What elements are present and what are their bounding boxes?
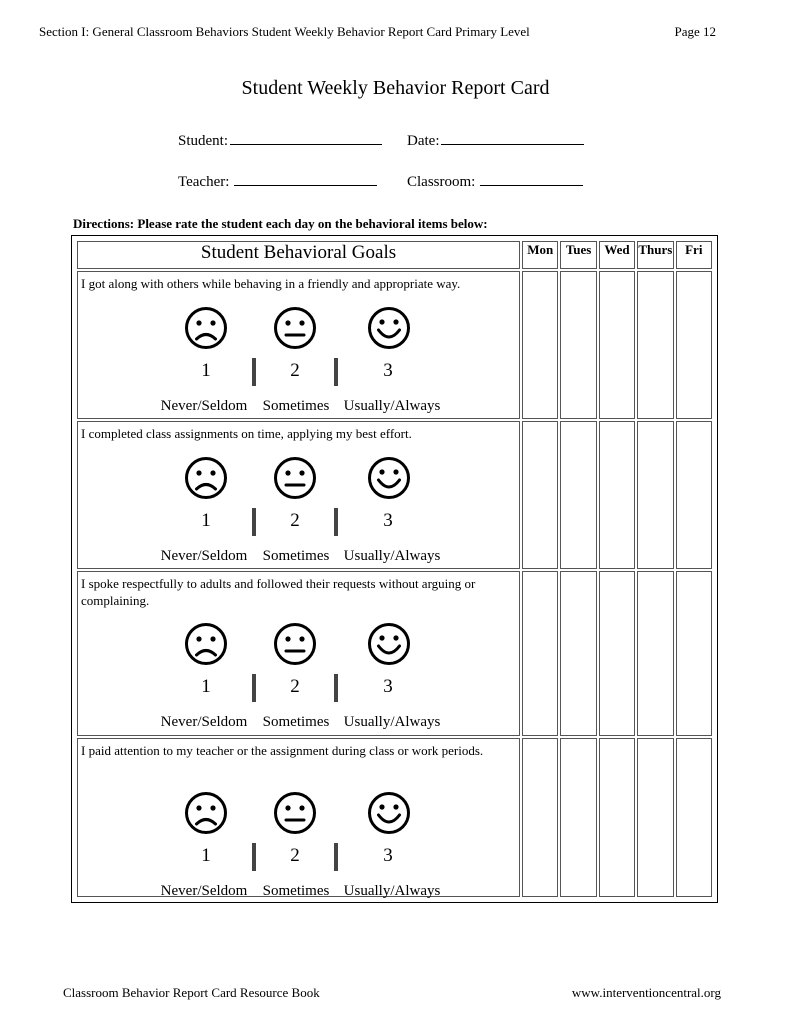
header-section-text: Section I: General Classroom Behaviors Student Weekly Behavior Report Card Primary Level: [39, 24, 530, 39]
scale-label-usually: Usually/Always: [343, 883, 441, 899]
numbers-row: [78, 508, 523, 538]
footer-book-title: Classroom Behavior Report Card Resource Book: [63, 985, 320, 1000]
rating-cell-fri[interactable]: [676, 271, 712, 419]
rating-scale: [78, 622, 523, 732]
day-header-wed: Wed: [599, 241, 635, 269]
behavior-item-text: I got along with others while behaving in a friendly and appropriate way.: [81, 276, 461, 291]
day-header-tues: Tues: [560, 241, 596, 269]
scale-label-usually: Usually/Always: [343, 398, 441, 414]
faces-row: [78, 306, 523, 350]
scale-divider: [252, 508, 256, 536]
scale-label-never: Never/Seldom: [160, 714, 248, 730]
behavior-item-text: I completed class assignments on time, applying my best effort.: [81, 426, 412, 441]
page-title: Student Weekly Behavior Report Card: [241, 77, 550, 99]
rating-cell-thurs[interactable]: [637, 571, 673, 736]
sad-face-icon: [184, 791, 228, 835]
table-row: [77, 571, 712, 736]
table-row: [77, 421, 712, 569]
rating-cell-wed[interactable]: [599, 738, 635, 897]
rating-cell-mon[interactable]: [522, 571, 558, 736]
day-header-fri: Fri: [676, 241, 712, 269]
classroom-label: Classroom:: [407, 174, 476, 190]
student-blank-line[interactable]: [230, 129, 382, 145]
happy-face-icon: [367, 622, 411, 666]
faces-row: [78, 622, 523, 666]
neutral-face-icon: [273, 622, 317, 666]
happy-face-icon: [367, 791, 411, 835]
classroom-field[interactable]: [407, 170, 583, 191]
date-blank-line[interactable]: [441, 129, 584, 145]
scale-label-never: Never/Seldom: [160, 883, 248, 899]
directions-text: Directions: Please rate the student each day on the behavioral items below:: [73, 216, 488, 231]
day-header-thurs: Thurs: [637, 241, 673, 269]
scale-divider: [334, 674, 338, 702]
teacher-blank-line[interactable]: [234, 170, 377, 186]
sad-face-icon: [184, 306, 228, 350]
behavior-item-1: [77, 271, 520, 419]
rating-cell-tues[interactable]: [560, 421, 596, 569]
scale-divider: [334, 358, 338, 386]
rating-cell-thurs[interactable]: [637, 738, 673, 897]
labels-row: [78, 548, 523, 566]
rating-cell-thurs[interactable]: [637, 421, 673, 569]
rating-cell-mon[interactable]: [522, 421, 558, 569]
rating-cell-mon[interactable]: [522, 738, 558, 897]
table-header-row: [77, 241, 712, 269]
rating-cell-thurs[interactable]: [637, 271, 673, 419]
rating-cell-wed[interactable]: [599, 571, 635, 736]
scale-number: 2: [290, 510, 300, 531]
scale-label-usually: Usually/Always: [343, 714, 441, 730]
rating-scale: [78, 456, 523, 566]
scale-divider: [334, 508, 338, 536]
scale-label-sometimes: Sometimes: [262, 548, 330, 564]
faces-row: [78, 791, 523, 835]
labels-row: [78, 398, 523, 416]
behavior-item-2: [77, 421, 520, 569]
table-row: [77, 738, 712, 897]
rating-cell-tues[interactable]: [560, 271, 596, 419]
scale-label-usually: Usually/Always: [343, 548, 441, 564]
table-row: [77, 271, 712, 419]
rating-cell-fri[interactable]: [676, 571, 712, 736]
scale-number: 1: [201, 676, 211, 697]
date-field[interactable]: [407, 129, 584, 150]
rating-cell-tues[interactable]: [560, 738, 596, 897]
classroom-blank-line[interactable]: [480, 170, 583, 186]
rating-cell-wed[interactable]: [599, 421, 635, 569]
rating-cell-fri[interactable]: [676, 421, 712, 569]
goals-header: Student Behavioral Goals: [77, 241, 520, 269]
numbers-row: [78, 674, 523, 704]
rating-cell-mon[interactable]: [522, 271, 558, 419]
scale-label-never: Never/Seldom: [160, 398, 248, 414]
scale-label-sometimes: Sometimes: [262, 398, 330, 414]
rating-scale: [78, 791, 523, 901]
sad-face-icon: [184, 456, 228, 500]
day-header-mon: Mon: [522, 241, 558, 269]
scale-number: 2: [290, 360, 300, 381]
happy-face-icon: [367, 306, 411, 350]
date-label: Date:: [407, 133, 440, 149]
scale-number: 3: [383, 510, 393, 531]
behavior-item-text: I paid attention to my teacher or the assignment during class or work periods.: [81, 743, 484, 758]
scale-divider: [252, 674, 256, 702]
scale-number: 2: [290, 676, 300, 697]
scale-number: 1: [201, 510, 211, 531]
labels-row: [78, 883, 523, 901]
page-number: Page 12: [674, 24, 716, 39]
scale-number: 1: [201, 845, 211, 866]
scale-divider: [252, 358, 256, 386]
scale-number: 1: [201, 360, 211, 381]
faces-row: [78, 456, 523, 500]
teacher-label: Teacher:: [178, 174, 230, 190]
rating-cell-wed[interactable]: [599, 271, 635, 419]
behavior-item-3: [77, 571, 520, 736]
rating-cell-tues[interactable]: [560, 571, 596, 736]
labels-row: [78, 714, 523, 732]
behavior-rating-table: [71, 235, 718, 903]
scale-label-never: Never/Seldom: [160, 548, 248, 564]
teacher-field[interactable]: [178, 170, 377, 191]
numbers-row: [78, 843, 523, 873]
neutral-face-icon: [273, 456, 317, 500]
scale-number: 3: [383, 360, 393, 381]
behavior-item-4: [77, 738, 520, 897]
neutral-face-icon: [273, 306, 317, 350]
behavior-item-text: I spoke respectfully to adults and followed their requests without arguing or complaining.: [81, 576, 476, 608]
student-label: Student:: [178, 133, 229, 149]
footer-website: www.interventioncentral.org: [571, 985, 721, 1000]
scale-label-sometimes: Sometimes: [262, 883, 330, 899]
sad-face-icon: [184, 622, 228, 666]
scale-label-sometimes: Sometimes: [262, 714, 330, 730]
happy-face-icon: [367, 456, 411, 500]
rating-cell-fri[interactable]: [676, 738, 712, 897]
scale-number: 2: [290, 845, 300, 866]
scale-number: 3: [383, 845, 393, 866]
student-field[interactable]: [178, 129, 382, 150]
rating-scale: [78, 306, 523, 416]
scale-number: 3: [383, 676, 393, 697]
rating-grid: [75, 239, 714, 899]
numbers-row: [78, 358, 523, 388]
scale-divider: [252, 843, 256, 871]
neutral-face-icon: [273, 791, 317, 835]
scale-divider: [334, 843, 338, 871]
